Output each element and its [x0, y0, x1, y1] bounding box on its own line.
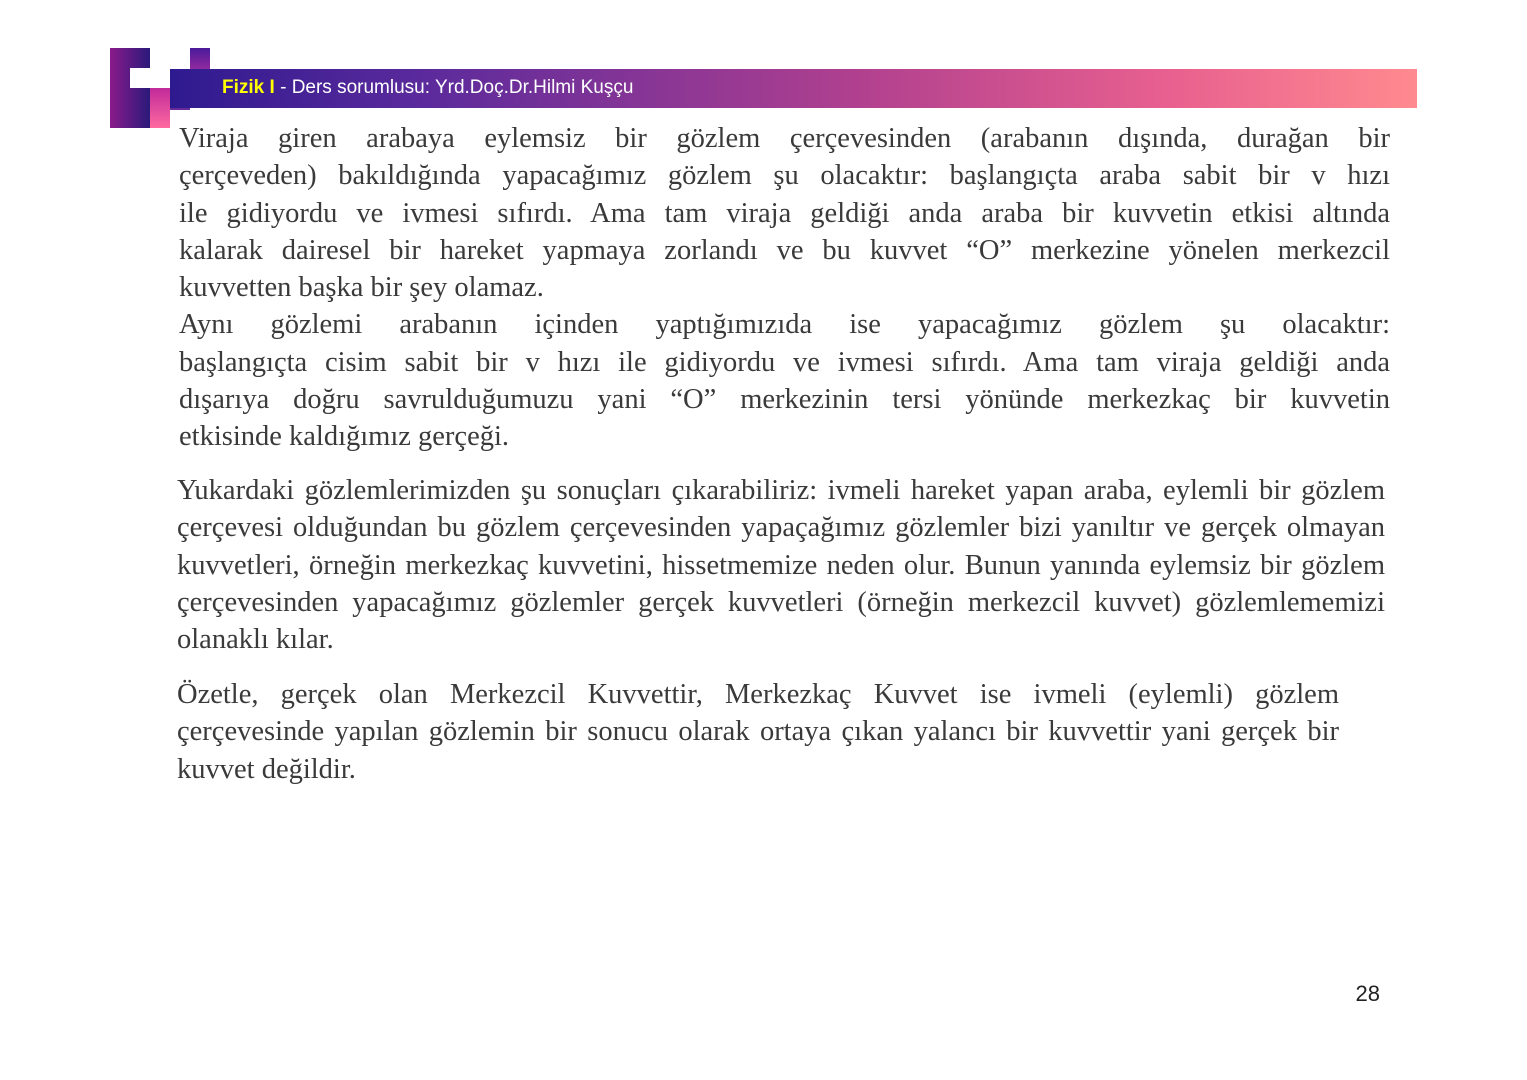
paragraph-line: kuvvetten başka bir şey olamaz.: [179, 272, 544, 304]
paragraph-line: ile gidiyordu ve ivmesi sıfırdı. Ama tam viraja geldiği anda araba bir kuvvetin etkisi altında: [179, 197, 1390, 229]
paragraph-summary: Özetle, gerçek olan Merkezcil Kuvvettir, Merkezkaç Kuvvet ise ivmeli (eylemli) gözlem çerçevesinde yapılan gözlemin bir sonucu olarak ortaya çıkan yalancı bir kuvvettir yani gerçek bir kuvvet değildir.: [177, 679, 1339, 785]
paragraph-line: dışarıya doğru savrulduğumuzu yani “O” merkezinin tersi yönünde merkezkaç bir kuvvetin: [179, 384, 1390, 416]
paragraph-line: başlangıçta cisim sabit bir v hızı ile gidiyordu ve ivmesi sıfırdı. Ama tam viraja geldiği anda: [179, 346, 1390, 378]
course-name: Fizik I: [222, 77, 275, 98]
paragraph-line: Viraja giren arabaya eylemsiz bir gözlem çerçevesinden (arabanın dışında, durağan bir: [179, 123, 1390, 154]
paragraph-line: etkisinde kaldığımız gerçeği.: [179, 421, 510, 453]
paragraph-line: kalarak dairesel bir hareket yapmaya zorlandı ve bu kuvvet “O” merkezine yönelen merkezcil: [179, 234, 1390, 266]
page-number: 28: [1355, 981, 1380, 1006]
header-title: [222, 76, 633, 100]
header-separator: -: [274, 77, 292, 98]
paragraph-observation: [179, 120, 1390, 456]
paragraph-line: çerçeveden) bakıldığında yapacağımız gözlem şu olacaktır: başlangıçta araba sabit bir v hızı: [179, 160, 1390, 192]
paragraph-line: Aynı gözlemi arabanın içinden yaptığımızıda ise yapacağımız gözlem şu olacaktır:: [179, 309, 1390, 341]
paragraph-conclusion: Yukardaki gözlemlerimizden şu sonuçları çıkarabiliriz: ivmeli hareket yapan araba, eylemli bir gözlem çerçevesi olduğundan bu gözlem çerçevesinden yapaçağımız gözlemler bizi yanıltır ve gerçek olmayan kuvvetleri, örneğin merkezkaç kuvvetini, hissetmemize neden olur. Bunun yanında eylemsiz bir gözlem çerçevesinden yapacağımız gözlemler gerçek kuvvetleri (örneğin merkezcil kuvvet) gözlemlememizi olanaklı kılar.: [177, 475, 1385, 656]
instructor-name: Ders sorumlusu: Yrd.Doç.Dr.Hilmi Kuşçu: [291, 77, 634, 98]
